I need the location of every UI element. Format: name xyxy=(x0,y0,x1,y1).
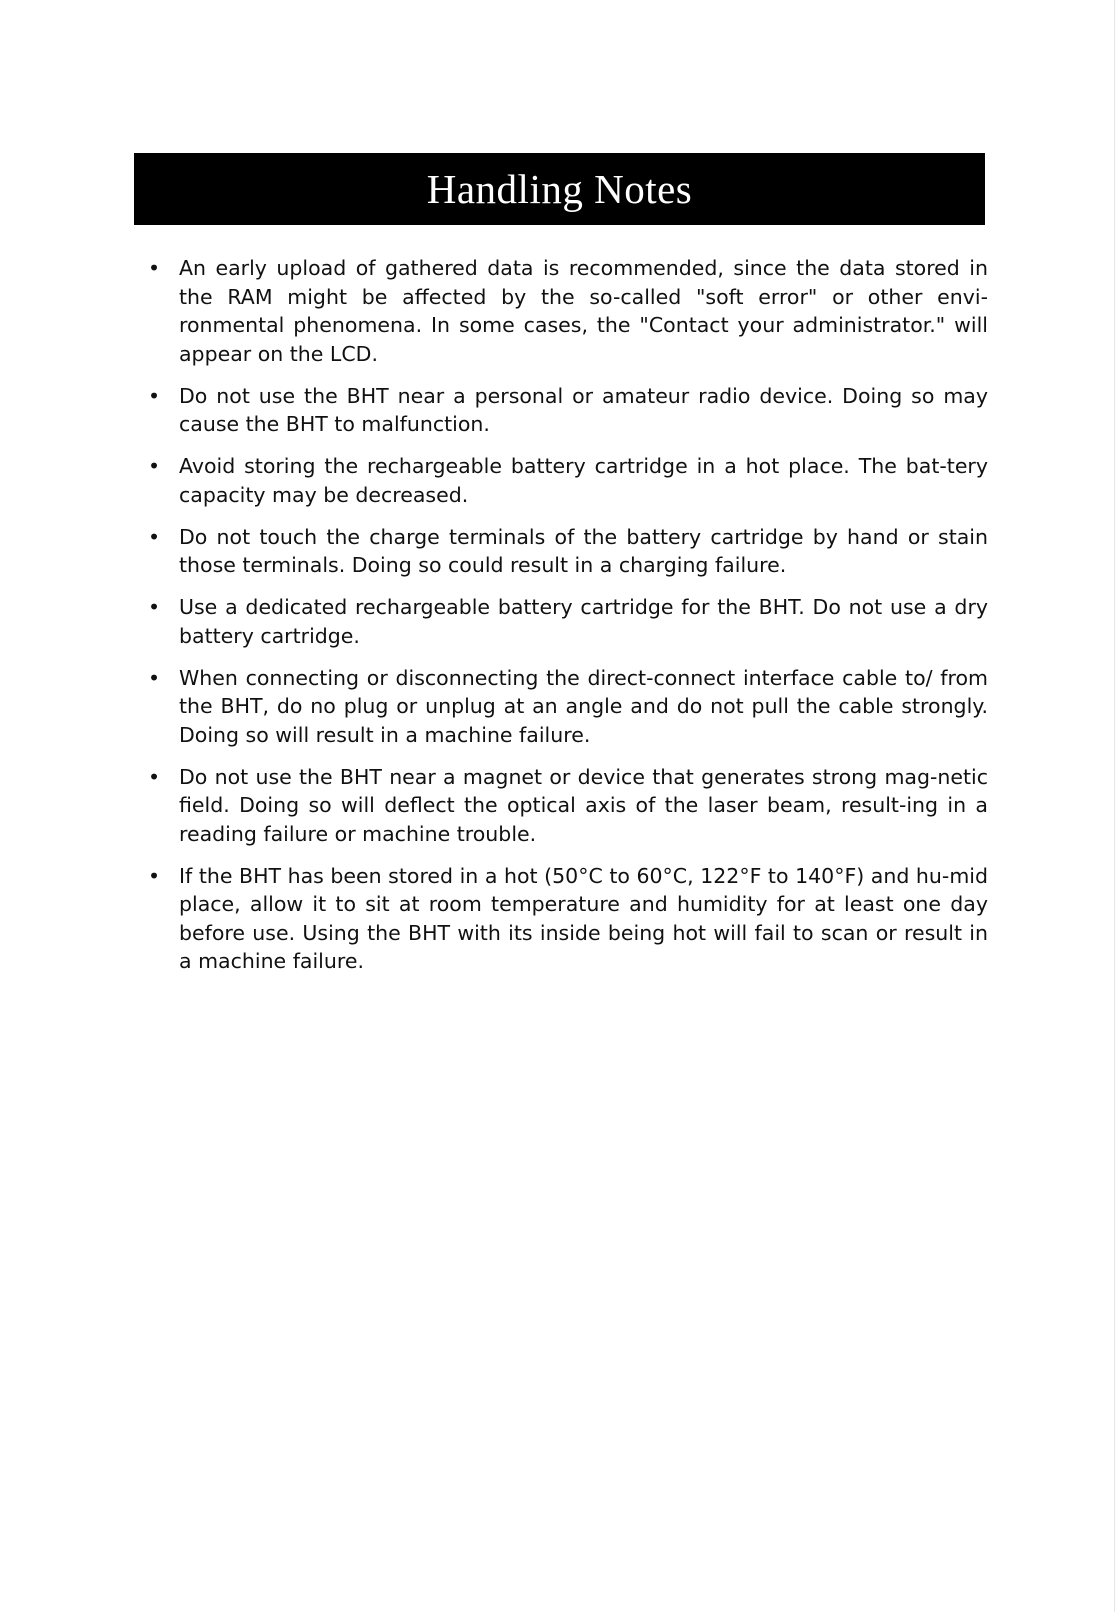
list-item xyxy=(148,763,988,849)
bullet-icon: • xyxy=(148,764,161,789)
list-item xyxy=(148,452,988,509)
page-edge-line xyxy=(1114,0,1115,1612)
list-item xyxy=(148,862,988,976)
note-text: Use a dedicated rechargeable battery cartridge for the BHT. Do not use a dry battery cartridge. xyxy=(179,595,988,648)
bullet-icon: • xyxy=(148,256,161,280)
list-item xyxy=(148,523,988,580)
bullet-icon: • xyxy=(148,454,161,478)
bullet-icon: • xyxy=(148,595,161,619)
page-title: Handling Notes xyxy=(426,166,693,212)
title-banner xyxy=(134,153,985,225)
note-text: Avoid storing the rechargeable battery cartridge in a hot place. The bat-tery capacity may be decreased. xyxy=(179,454,988,507)
note-text: An early upload of gathered data is recommended, since the data stored in the RAM might be affected by the so-called "soft error" or other envi-ronmental phenomena. In some cases, the "Contact your administrator." will appear on the LCD. xyxy=(179,256,988,366)
bullet-icon: • xyxy=(148,383,161,408)
list-item xyxy=(148,254,988,368)
note-text: If the BHT has been stored in a hot (50°C to 60°C, 122°F to 140°F) and hu-mid place, allow it to sit at room temperature and humidity for at least one day before use. Using the BHT with its inside being hot will fail to scan or result in a machine failure. xyxy=(179,863,988,973)
note-text: Do not touch the charge terminals of the battery cartridge by hand or stain those terminals. Doing so could result in a charging failure. xyxy=(179,524,988,577)
bullet-icon: • xyxy=(148,524,161,549)
note-text: When connecting or disconnecting the direct-connect interface cable to/ from the BHT, do no plug or unplug at an angle and do not pull the cable strongly. Doing so will result in a machine failure. xyxy=(179,665,988,747)
handling-notes-list xyxy=(148,254,988,989)
note-text: Do not use the BHT near a magnet or device that generates strong mag-netic field. Doing so will deflect the optical axis of the laser beam, result-ing in a reading failure or machine trouble. xyxy=(179,764,988,846)
bullet-icon: • xyxy=(148,665,161,690)
list-item xyxy=(148,664,988,750)
list-item xyxy=(148,593,988,650)
note-text: Do not use the BHT near a personal or amateur radio device. Doing so may cause the BHT to malfunction. xyxy=(179,383,988,436)
bullet-icon: • xyxy=(148,863,161,888)
list-item xyxy=(148,382,988,439)
